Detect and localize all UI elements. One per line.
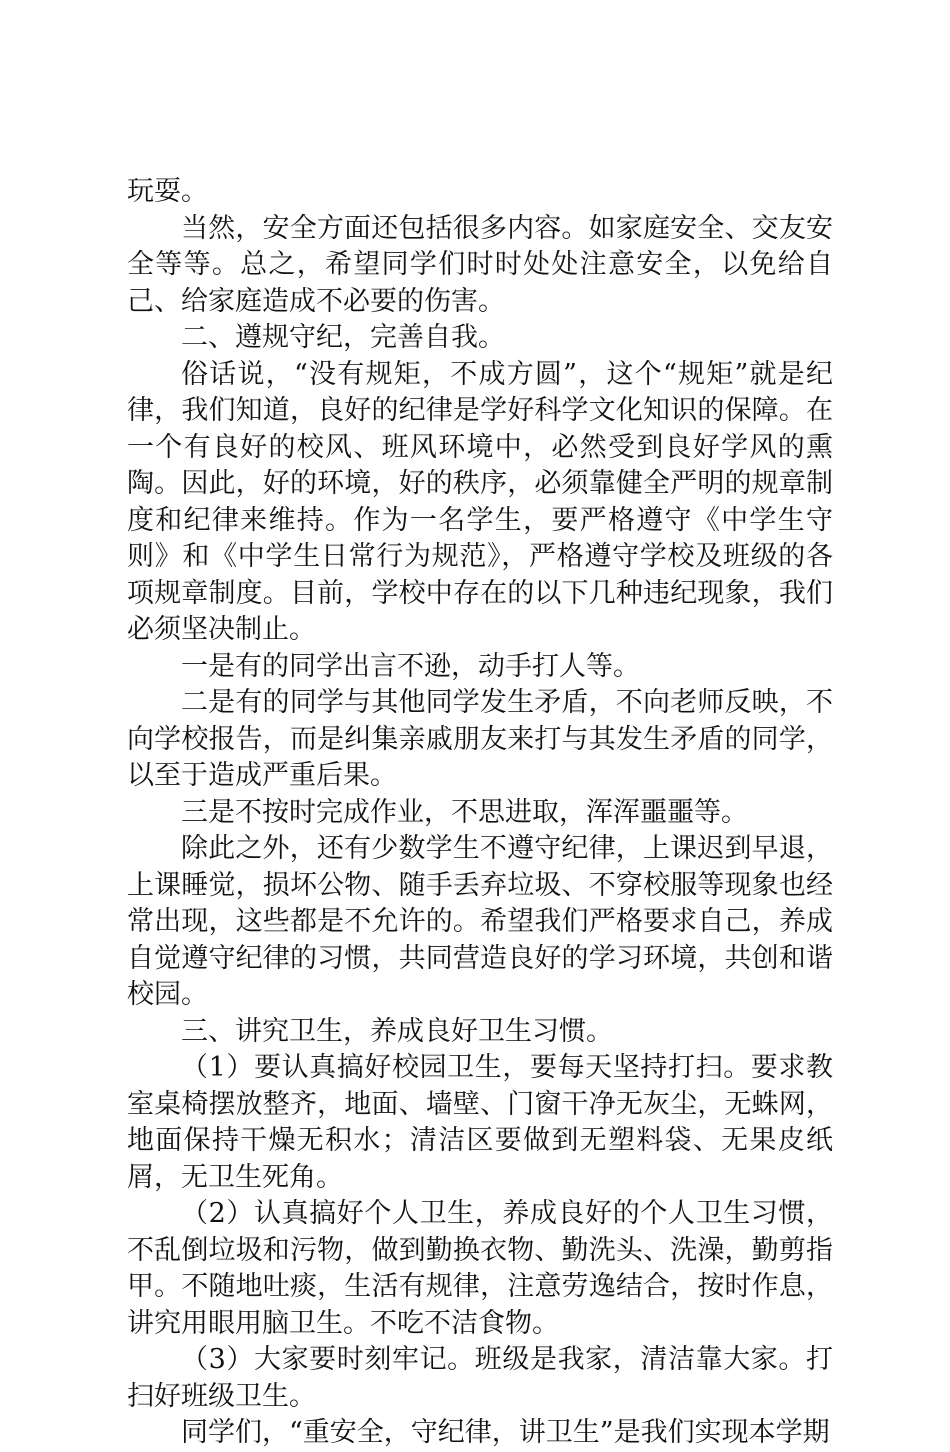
numbered-item: （2）认真搞好个人卫生，养成良好的个人卫生习惯，不乱倒垃圾和污物，做到勤换衣物、勤洗头、洗澡，勤剪指甲。不随地吐痰，生活有规律，注意劳逸结合，按时作息，讲究用眼用脑卫生。不吃不洁食物。 [127, 1198, 833, 1339]
list-item: 三是不按时完成作业，不思进取，浑浑噩噩等。 [181, 796, 748, 828]
paragraph: 当然，安全方面还包括很多内容。如家庭安全、交友安全等等。总之，希望同学们时时处处注意安全，以免给自己、给家庭造成不必要的伤害。 [127, 212, 833, 317]
document-body [127, 174, 833, 1452]
list-item: 一是有的同学出言不逊，动手打人等。 [181, 650, 640, 682]
section-heading: 三、讲究卫生，养成良好卫生习惯。 [181, 1015, 613, 1047]
list-item: 二是有的同学与其他同学发生矛盾，不向老师反映，不向学校报告，而是纠集亲戚朋友来打与其发生矛盾的同学，以至于造成严重后果。 [127, 687, 833, 791]
paragraph: 俗话说，“没有规矩，不成方圆”，这个“规矩”就是纪律，我们知道，良好的纪律是学好科学文化知识的保障。在一个有良好的校风、班风环境中，必然受到良好学风的熏陶。因此，好的环境，好的秩序，必须靠健全严明的规章制度和纪律来维持。作为一名学生，要严格遵守《中学生守则》和《中学生日常行为规范》，严格遵守学校及班级的各项规章制度。目前，学校中存在的以下几种违纪现象，我们必须坚决制止。 [127, 358, 833, 645]
section-heading: 二、遵规守纪，完善自我。 [181, 322, 505, 353]
paragraph: 同学们，“重安全，守纪律，讲卫生”是我们实现本学期 [181, 1417, 830, 1448]
numbered-item: （3）大家要时刻牢记。班级是我家，清洁靠大家。打扫好班级卫生。 [127, 1344, 833, 1412]
numbered-item: （1）要认真搞好校园卫生，要每天坚持打扫。要求教室桌椅摆放整齐，地面、墙壁、门窗干净无灰尘，无蛛网，地面保持干燥无积水；清洁区要做到无塑料袋、无果皮纸屑，无卫生死角。 [127, 1052, 833, 1193]
paragraph: 除此之外，还有少数学生不遵守纪律，上课迟到早退，上课睡觉，损坏公物、随手丢弃垃圾、不穿校服等现象也经常出现，这些都是不允许的。希望我们严格要求自己，养成自觉遵守纪律的习惯，共同营造良好的学习环境，共创和谐校园。 [127, 833, 833, 1010]
paragraph: 玩耍。 [127, 176, 208, 207]
